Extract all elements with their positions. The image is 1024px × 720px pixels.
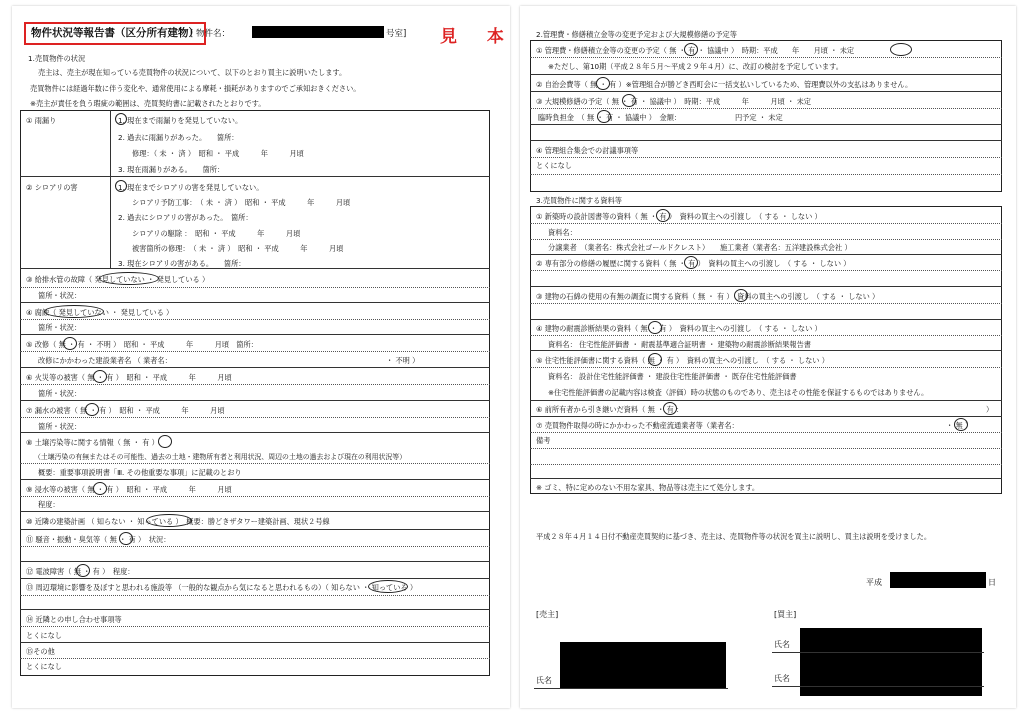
rust-label: ④ 腐蝕（ 発見していない ・ 発見している ） <box>26 308 174 317</box>
soil-label: ⑧ 土壌汚染等に関する情報（ 無 ・ 有 ） <box>26 438 159 447</box>
perf-label: ⑤ 住宅性能評価書に関する資料（ 無 ・ 有 ） 資料の買主への引渡し （ する ・ しない ） <box>536 356 829 365</box>
redacted-property-name <box>252 26 384 38</box>
other-value: とくになし <box>26 662 62 671</box>
soil-sub-1: （土壌汚染の有無またはその可能性、過去の土地・建物所有者と利用状況、周辺の土地の過去および現在の利用状況等） <box>34 453 407 461</box>
seller-name-label: 氏名 <box>536 676 552 685</box>
quake-sub: 資料名： 住宅性能評価書 ・ 耐震基準適合証明書 ・ 建築物の耐震診断結果報告書 <box>548 340 811 349</box>
termite-line-1: 1. 現在までシロアリの害を発見していない。 <box>118 183 264 192</box>
seller-label: [売主] <box>536 610 559 619</box>
rain-line-3: 修理：（ 未 ・ 済 ） 昭和 ・ 平成 年 月頃 <box>132 149 304 158</box>
prev-end: ） <box>986 405 994 414</box>
redacted-date <box>890 572 986 588</box>
quake-label: ④ 建物の耐震診断結果の資料（ 無 ・ 有 ） 資料の買主への引渡し （ する ・ しない ） <box>536 324 822 333</box>
section-1-heading: 1.売買物件の状況 <box>28 54 86 63</box>
renov-sub-end: ・ 不明 ） <box>386 356 420 365</box>
perf-sub-1: 資料名： 設計住宅性能評価書 ・ 建設住宅性能評価書 ・ 既存住宅性能評価書 <box>548 372 797 381</box>
rust-sub: 箇所・状況： <box>38 323 82 332</box>
perf-sub-2: ※住宅性能評価書の記載内容は検査（評価）時の状態のものであり、売主はその性能を保証するものではありません。 <box>548 388 929 397</box>
fire-label: ⑥ 火災等の被害（ 無 ・ 有 ） 昭和 ・ 平成 年 月頃 <box>26 373 232 382</box>
section-3-heading: 3.売買物件に関する資料等 <box>536 196 622 205</box>
neighbor-value: とくになし <box>26 631 62 640</box>
repair-label: ③ 大規模修繕の予定（ 無 ・ 有 ・ 協議中 ） 時期：平成 年 月頃 ・ 未定 <box>536 97 811 106</box>
design-sub-2: 分譲業者 （業者名：株式会社ゴールドクレスト） 施工業者（業者名：五洋建設株式会社 ） <box>548 243 852 252</box>
rain-line-4: 3. 現在雨漏りがある。 箇所： <box>118 165 225 174</box>
radio-label: ⑫ 電波障害（ 無 ・ 有 ） 程度： <box>26 567 135 576</box>
rain-line-1: 1. 現在まで雨漏りを発見していない。 <box>118 116 243 125</box>
noise-label: ⑪ 騒音・振動・臭気等（ 無 ・ 有 ） 状況： <box>26 535 171 544</box>
property-label: [ 物件名： <box>190 29 231 39</box>
soil-sub-2: 概要：重要事項説明書「Ⅲ. その他重要な事項」に記載のとおり <box>38 468 242 477</box>
neighbor-label: ⑭ 近隣との申し合わせ事項等 <box>26 615 122 624</box>
fee-note: ※ただし、第10期（平成２８年５月〜平成２９年４月）に、改訂の検討を予定しています。 <box>548 62 843 71</box>
redacted-seller-name <box>560 642 726 688</box>
plan-label: ⑩ 近隣の建築計画 （ 知らない ・ 知っている ） 概要：勝どきザタワー建築計画、現状２号線 <box>26 517 330 526</box>
flood-sub: 程度： <box>38 500 60 509</box>
flood-label: ⑨ 浸水等の被害（ 無 ・ 有 ） 昭和 ・ 平成 年 月頃 <box>26 485 232 494</box>
fire-sub: 箇所・状況： <box>38 389 82 398</box>
leak-label: ⑦ 漏水の被害（ 無 ・ 有 ） 昭和 ・ 平成 年 月頃 <box>26 406 225 415</box>
termite-line-6: 3. 現在シロアリの害がある。 箇所： <box>118 259 246 268</box>
buyer-name-label-1: 氏名 <box>774 640 790 649</box>
section-2-heading: 2.管理費・修繕積立金等の変更予定および大規模修繕の予定等 <box>536 30 737 39</box>
termite-line-5: 被害箇所の修理： （ 未 ・ 済 ） 昭和 ・ 平成 年 月頃 <box>132 244 344 253</box>
leak-sub: 箇所・状況： <box>38 422 82 431</box>
renov-sub: 改修にかかわった建設業者名 （ 業者名： <box>38 356 172 365</box>
asbestos-label: ③ 建物の石綿の使用の有無の調査に関する資料（ 無 ・ 有 ） 資料の買主への引渡し （ する ・ しない ） <box>536 292 880 301</box>
prev-label: ⑥ 前所有者から引き継いだ資料（ 無 ・ 有 ： <box>536 405 684 414</box>
intro-line-2: 売買物件には経過年数に伴う変化や、通常使用による摩耗・損耗がありますのでご承知おきください。 <box>30 84 361 93</box>
buyer-label: [買主] <box>774 610 797 619</box>
history-label: ② 専有部分の修繕の履歴に関する資料（ 無 ・ 有 ） 資料の買主への引渡し （ する ・ しない ） <box>536 259 851 268</box>
intro-line-3: ※売主が責任を負う瑕疵の範囲は、売買契約書に記載されたとおりです。 <box>30 99 266 108</box>
date-era: 平成 <box>866 578 882 587</box>
termite-line-2: シロアリ予防工事： （ 未 ・ 済 ） 昭和 ・ 平成 年 月頃 <box>132 198 351 207</box>
meeting-label: ④ 管理組合集会での討議事項等 <box>536 146 639 155</box>
broker-end: ・ 無 ） <box>946 421 973 430</box>
intro-line-1: 売主は、売主が現在知っている売買物件の状況について、以下のとおり買主に説明いたします。 <box>38 68 347 77</box>
remarks-label: 備考 <box>536 436 551 445</box>
date-day: 日 <box>988 578 996 587</box>
design-label: ① 新築時の設計図書等の資料（ 無 ・ 有 ） 資料の買主への引渡し （ する ・ しない ） <box>536 212 822 221</box>
buyer-name-label-2: 氏名 <box>774 674 790 683</box>
fee-label: ① 管理費・修繕積立金等の変更の予定（ 無 ・ 有 ・ 協議中 ） 時期：平成 年 月頃 ・ 未定 <box>536 46 855 55</box>
design-sub-1: 資料名： <box>548 228 577 237</box>
pipe-label: ③ 給排水管の故障（ 発見していない ・ 発見している ） <box>26 275 210 284</box>
facility-label: ⑬ 周辺環境に影響を及ぼすと思われる施設等 （一般的な観点から気になると思われるもの）（ 知らない ・ 知っている ） <box>26 583 418 592</box>
assoc-label: ② 自治会費等（ 無 ・ 有 ）※管理組合が勝どき西町会に一括支払いしているため、管理費以外の支払はありません。 <box>536 80 913 89</box>
renov-label: ⑤ 改修（ 無 ・ 有 ・ 不明 ） 昭和 ・ 平成 年 月頃 箇所： <box>26 340 258 349</box>
sample-mark: 見 本 <box>440 27 516 47</box>
termite-line-3: 2. 過去にシロアリの害があった。 箇所： <box>118 213 253 222</box>
property-suffix: 号室] <box>386 29 407 39</box>
repair-sub: 臨時負担金 （ 無 ・ 有 ・ 協議中 ） 金額： 円予定 ・ 未定 <box>538 113 783 122</box>
pipe-sub: 箇所・状況： <box>38 291 82 300</box>
broker-label: ⑦ 売買物件取得の時にかかわった不動産流通業者等（業者名： <box>536 421 739 430</box>
termite-label: ② シロアリの害 <box>26 183 78 192</box>
other-label: ⑮その他 <box>26 647 55 656</box>
meeting-value: とくになし <box>536 161 572 170</box>
statement: 平成２８年４月１４日付不動産売買契約に基づき、売主は、売買物件等の状況を買主に説明し、買主は説明を受けました。 <box>536 532 932 541</box>
document-title: 物件状況等報告書（区分所有建物） <box>24 22 206 45</box>
rain-label: ① 雨漏り <box>26 116 57 125</box>
rain-line-2: 2. 過去に雨漏りがあった。 箇所： <box>118 133 239 142</box>
termite-line-4: シロアリの駆除 ： 昭和 ・ 平成 年 月頃 <box>132 229 301 238</box>
garbage-note: ※ ゴミ、特に定めのない不用な家具、物品等は売主にて処分します。 <box>536 483 760 492</box>
